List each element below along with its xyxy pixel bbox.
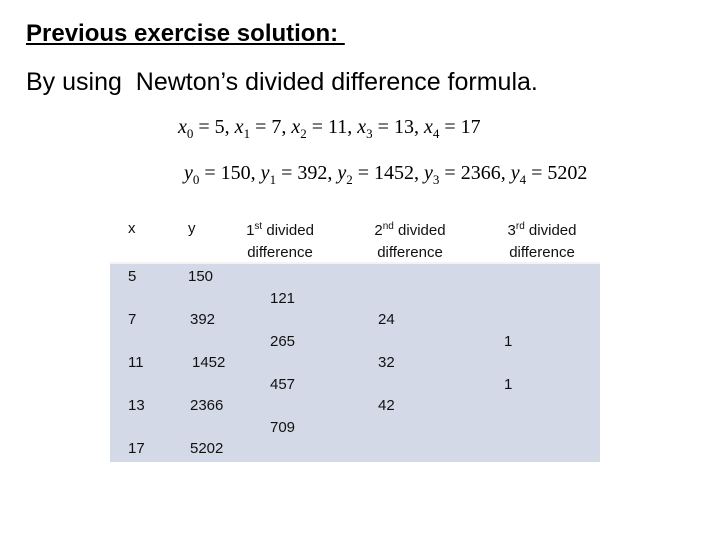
page-heading: Previous exercise solution: [26,20,345,47]
first-divided-difference: 121 [270,290,296,307]
y-value: 392 [190,311,216,328]
x-value: 11 [128,354,144,371]
x-value: 7 [128,311,137,328]
x-values-equation: $x_0 = 5$, $x_1 = 7$, $x_2 = 11$, $x_3 = 13$, $x_4 = 17$ [178,116,481,141]
equation-term: $x_4 = 17$ [423,116,481,141]
equation-term: $y_1 = 392$ [260,162,328,187]
page-subheading: By using Newton’s divided difference formula. [26,68,538,96]
equation-term: $y_2 = 1452$ [337,162,415,187]
header-x: x [128,220,136,237]
x-value: 13 [128,397,145,414]
third-divided-difference: 1 [504,333,513,350]
equation-term: $x_2 = 11$ [291,116,348,141]
y-value: 1452 [192,354,226,371]
first-divided-difference: 457 [270,376,296,393]
x-value: 17 [128,440,145,457]
header-first-divided-difference: 1st divided difference [246,221,314,261]
first-divided-difference: 709 [270,419,296,436]
equation-term: $x_1 = 7$ [234,116,282,141]
equation-term: $x_0 = 5$ [178,116,225,141]
header-second-divided-difference: 2nd divided difference [374,221,446,261]
second-divided-difference: 42 [378,397,395,414]
second-divided-difference: 32 [378,354,395,371]
header-y: y [188,220,196,237]
equation-term: $x_3 = 13$ [357,116,414,141]
difference-table-body [110,264,600,462]
third-divided-difference: 1 [504,376,513,393]
y-value: 5202 [190,440,224,457]
first-divided-difference: 265 [270,333,296,350]
y-value: 150 [188,268,214,285]
y-value: 2366 [190,397,224,414]
y-values-equation: $y_0 = 150$, $y_1 = 392$, $y_2 = 1452$, $y_3 = 2366$, $y_4 = 5202$ [184,162,588,187]
equation-term: $y_0 = 150$ [184,162,251,187]
difference-table-header [110,210,600,264]
x-value: 5 [128,268,137,285]
equation-term: $y_4 = 5202$ [510,162,588,187]
second-divided-difference: 24 [378,311,395,328]
header-third-divided-difference: 3rd divided difference [507,221,577,261]
equation-term: $y_3 = 2366$ [424,162,501,187]
